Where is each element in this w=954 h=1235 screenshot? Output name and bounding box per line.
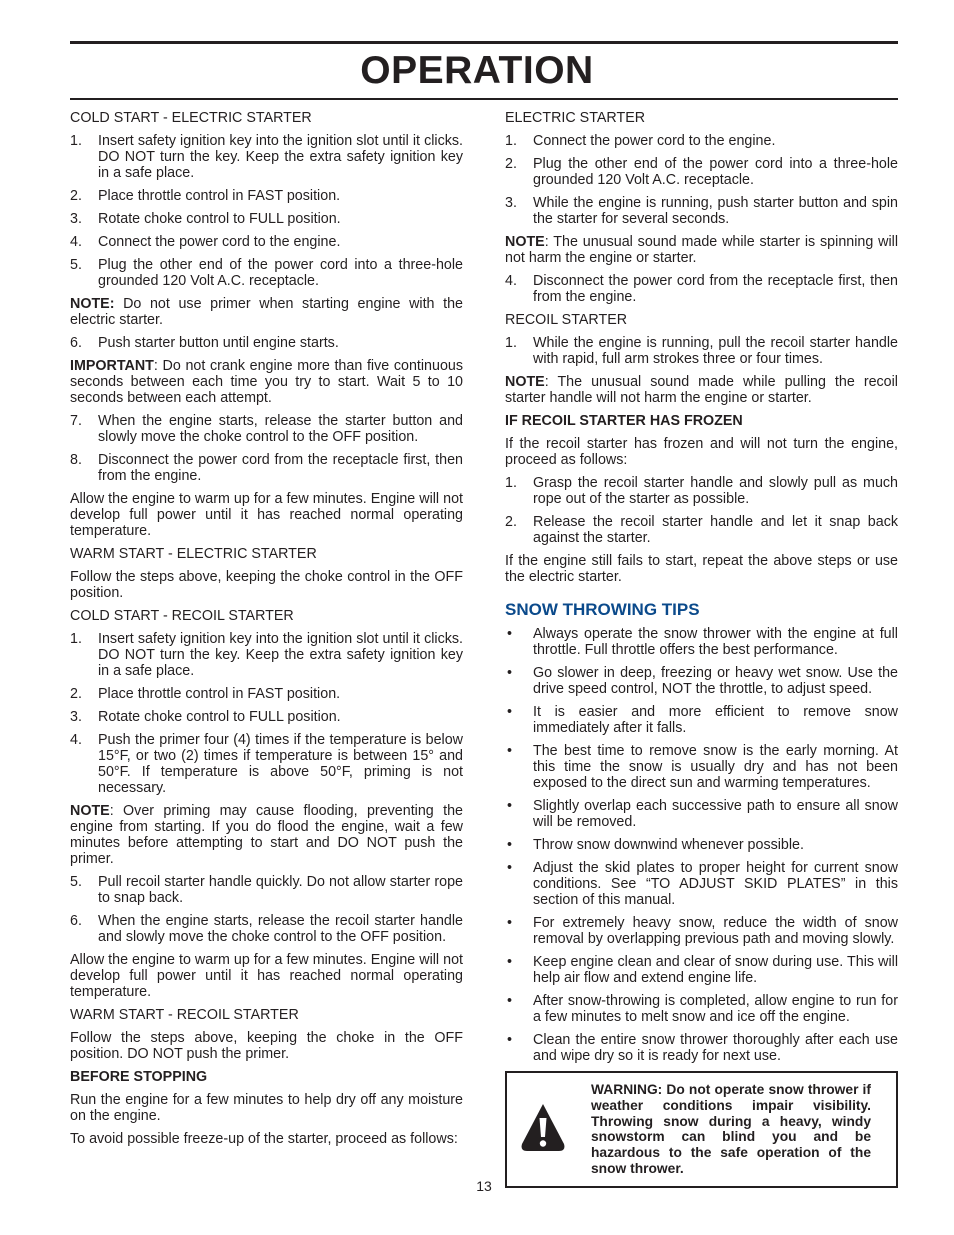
note-label: NOTE: [70,296,115,312]
step-text: Rotate choke control to FULL position. [98,709,341,725]
step-number: 4. [70,234,82,250]
bullet: • [507,954,513,970]
important-text: : Do not crank engine more than five continuous seconds between each time you try to start. Wait 5 to 10 seconds between each attempt. [70,358,463,406]
step-text: Place throttle control in FAST position. [98,188,341,204]
note-label: NOTE [505,234,545,250]
list-item [505,743,898,791]
bottom-rule [70,98,898,100]
step-number: 2. [70,686,82,702]
step-text: Connect the power cord to the engine. [98,234,341,250]
note-label: NOTE [70,803,110,819]
heading-before-stopping: BEFORE STOPPING [70,1069,208,1085]
note-text: Do not use primer when starting engine with the electric starter. [70,296,463,328]
frozen-intro: If the recoil starter has frozen and will not turn the engine, proceed as follows: [505,436,898,468]
tip-text: After snow-throwing is completed, allow engine to run for a few minutes to melt snow and ice off the engine. [533,993,898,1025]
step-number: 5. [70,257,82,273]
left-column [70,110,463,1154]
note-no-primer [70,296,463,328]
step-number: 3. [70,709,82,725]
note-over-priming [70,803,463,867]
before-stopping-p2: To avoid possible freeze-up of the starter, proceed as follows: [70,1131,458,1147]
step-number: 1. [70,133,82,149]
step-number: 1. [505,133,517,149]
note-starter-spinning [505,234,898,266]
step-text: Push starter button until engine starts. [98,335,339,351]
step-text: Rotate choke control to FULL position. [98,211,341,227]
step-number: 2. [505,156,517,172]
step-text: Grasp the recoil starter handle and slowly pull as much rope out of the starter as possible. [533,475,898,507]
tip-text: Go slower in deep, freezing or heavy wet snow. Use the drive speed control, NOT the throttle, to adjust speed. [533,665,898,697]
step-number: 6. [70,335,82,351]
list-item [505,915,898,947]
heading-cold-start-recoil: COLD START - RECOIL STARTER [70,608,294,624]
bullet: • [507,1032,513,1048]
step-text: While the engine is running, pull the recoil starter handle with rapid, full arm strokes three or four times. [533,335,898,367]
tip-text: Throw snow downwind whenever possible. [533,837,804,853]
step-text: Disconnect the power cord from the receptacle first, then from the engine. [533,273,898,305]
right-column [505,110,898,1071]
step-text: When the engine starts, release the starter button and slowly move the choke control to the OFF position. [98,413,463,445]
list-item [505,860,898,908]
note-text: : The unusual sound made while starter is spinning will not harm the engine or starter. [505,234,898,266]
warmup-paragraph: Allow the engine to warm up for a few minutes. Engine will not develop full power until it has reached normal operating temperature. [70,952,463,1000]
list-item [70,874,463,906]
cold-electric-steps-b [70,413,463,484]
bullet: • [507,743,513,759]
step-number: 8. [70,452,82,468]
note-text: : Over priming may cause flooding, preventing the engine from starting. If you do flood the engine, wait a few minutes before attempting to start and DO NOT push the primer. [70,803,463,867]
step-number: 7. [70,413,82,429]
list-item [505,273,898,305]
list-item [70,133,463,181]
heading-electric-starter: ELECTRIC STARTER [505,110,646,126]
warning-box [505,1071,898,1188]
electric-steps-a [505,133,898,227]
step-text: While the engine is running, push starter button and spin the starter for several seconds. [533,195,898,227]
list-item [70,188,463,204]
before-stopping-p1: Run the engine for a few minutes to help dry off any moisture on the engine. [70,1092,463,1124]
warning-text: WARNING: Do not operate snow thrower if weather conditions impair visibility. Throwing snow during a heavy, windy snowstorm can blind you and be hazardous to the safe operation of the snow thrower. [591,1082,871,1176]
note-recoil-sound [505,374,898,406]
step-text: Insert safety ignition key into the ignition slot until it clicks. DO NOT turn the key. Keep the extra safety ignition key in a safe place. [98,631,463,679]
tip-text: Always operate the snow thrower with the engine at full throttle. Full throttle offers the best performance. [533,626,898,658]
list-item [70,709,463,725]
step-text: Disconnect the power cord from the receptacle first, then from the engine. [98,452,463,484]
list-item [70,335,463,351]
list-item [505,626,898,658]
tip-text: For extremely heavy snow, reduce the width of snow removal by overlapping previous path and moving slowly. [533,915,898,947]
cold-electric-steps-a [70,133,463,289]
list-item [505,195,898,227]
step-text: Insert safety ignition key into the ignition slot until it clicks. DO NOT turn the key. Keep the extra safety ignition key in a safe place. [98,133,463,181]
step-text: When the engine starts, release the recoil starter handle and slowly move the choke control to the OFF position. [98,913,463,945]
bullet: • [507,837,513,853]
note-label: NOTE [505,374,545,390]
bullet: • [507,704,513,720]
top-rule [70,41,898,44]
cold-recoil-steps-b [70,874,463,945]
step-text: Plug the other end of the power cord into a three-hole grounded 120 Volt A.C. receptacle. [533,156,898,188]
cold-recoil-steps-a [70,631,463,796]
warmup-paragraph: Allow the engine to warm up for a few minutes. Engine will not develop full power until it has reached normal operating temperature. [70,491,463,539]
step-number: 4. [505,273,517,289]
heading-warm-start-electric: WARM START - ELECTRIC STARTER [70,546,317,562]
list-item [505,954,898,986]
list-item [70,211,463,227]
step-text: Place throttle control in FAST position. [98,686,341,702]
heading-recoil-frozen: IF RECOIL STARTER HAS FROZEN [505,413,743,429]
list-item [505,665,898,697]
tip-text: It is easier and more efficient to remove snow immediately after it falls. [533,704,898,736]
list-item [505,335,898,367]
list-item [505,475,898,507]
tip-text: Slightly overlap each successive path to ensure all snow will be removed. [533,798,898,830]
frozen-steps [505,475,898,546]
step-number: 3. [505,195,517,211]
note-text: : The unusual sound made while pulling the recoil starter handle will not harm the engine or starter. [505,374,898,406]
list-item [70,413,463,445]
list-item [505,1032,898,1064]
list-item [70,257,463,289]
step-number: 6. [70,913,82,929]
recoil-steps [505,335,898,367]
important-note [70,358,463,406]
step-number: 4. [70,732,82,748]
step-number: 2. [505,514,517,530]
list-item [70,732,463,796]
step-text: Connect the power cord to the engine. [533,133,776,149]
bullet: • [507,915,513,931]
warm-electric-text: Follow the steps above, keeping the choke control in the OFF position. [70,569,463,601]
step-number: 1. [505,475,517,491]
bullet: • [507,665,513,681]
list-item [505,133,898,149]
tips-list [505,626,898,1064]
page-number: 13 [476,1178,492,1194]
list-item [70,631,463,679]
step-number: 2. [70,188,82,204]
page-title: OPERATION [360,49,594,92]
warm-recoil-text: Follow the steps above, keeping the choke in the OFF position. DO NOT push the primer. [70,1030,463,1062]
tip-text: Clean the entire snow thrower thoroughly after each use and wipe dry so it is ready for next use. [533,1032,898,1064]
list-item [70,234,463,250]
bullet: • [507,860,513,876]
list-item [505,156,898,188]
list-item [70,913,463,945]
step-number: 1. [70,631,82,647]
heading-warm-start-recoil: WARM START - RECOIL STARTER [70,1007,299,1023]
important-label: IMPORTANT [70,358,154,374]
section-snow-throwing-tips: SNOW THROWING TIPS [505,600,700,619]
electric-step-4 [505,273,898,305]
step-text: Push the primer four (4) times if the temperature is below 15°F, or two (2) times if temperature is between 15° and 50°F. If temperature is above 50°F, priming is not necessary. [98,732,463,796]
step-text: Plug the other end of the power cord into a three-hole grounded 120 Volt A.C. receptacle. [98,257,463,289]
frozen-outro: If the engine still fails to start, repeat the above steps or use the electric starter. [505,553,898,585]
list-item [505,993,898,1025]
step-number: 5. [70,874,82,890]
tip-text: Keep engine clean and clear of snow during use. This will help air flow and extend engine life. [533,954,898,986]
heading-recoil-starter: RECOIL STARTER [505,312,628,328]
cold-electric-step-6 [70,335,463,351]
tip-text: Adjust the skid plates to proper height for current snow conditions. See “TO ADJUST SKID PLATES” in this section of this manual. [533,860,898,908]
list-item [505,798,898,830]
bullet: • [507,798,513,814]
bullet: • [507,993,513,1009]
step-text: Release the recoil starter handle and let it snap back against the starter. [533,514,898,546]
heading-cold-start-electric: COLD START - ELECTRIC STARTER [70,110,312,126]
bullet: • [507,626,513,642]
list-item [505,704,898,736]
step-number: 1. [505,335,517,351]
tip-text: The best time to remove snow is the early morning. At this time the snow is usually dry and has not been exposed to the direct sun and warming temperatures. [533,743,898,791]
list-item [70,452,463,484]
list-item [505,514,898,546]
list-item [70,686,463,702]
warning-triangle-icon [519,1101,567,1157]
list-item [505,837,898,853]
step-text: Pull recoil starter handle quickly. Do not allow starter rope to snap back. [98,874,463,906]
step-number: 3. [70,211,82,227]
